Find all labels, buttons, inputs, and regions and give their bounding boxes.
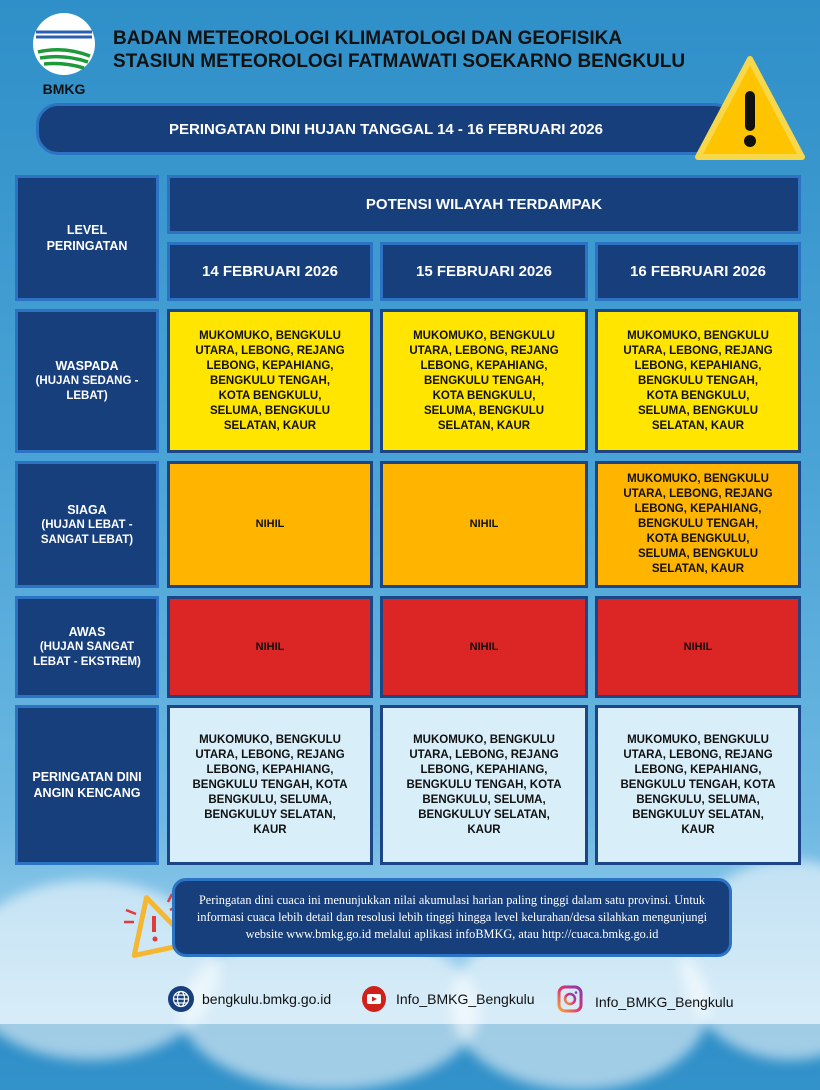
- level-label: [15, 461, 159, 588]
- youtube-icon: [362, 986, 386, 1012]
- disclaimer-text: Peringatan dini cuaca ini menunjukkan nilai akumulasi harian paling tinggi dalam satu provinsi. Untuk informasi cuaca lebih detail dan resolusi lebih tinggi hingga level kelurahan/desa silahkan mengunjungi website www.bmkg.go.id melalui aplikasi infoBMKG, atau http://cuaca.bmkg.go.id: [196, 893, 708, 941]
- area-cell: MUKOMUKO, BENGKULU UTARA, LEBONG, REJANG LEBONG, KEPAHIANG, BENGKULU TENGAH, KOTA BENGKULU, SELUMA, BENGKULU SELATAN, KAUR: [380, 309, 588, 453]
- website-link[interactable]: bengkulu.bmkg.go.id: [168, 986, 331, 1012]
- area-cell: MUKOMUKO, BENGKULU UTARA, LEBONG, REJANG LEBONG, KEPAHIANG, BENGKULU TENGAH, KOTA BENGKULU, SELUMA, BENGKULU SELATAN, KAUR: [595, 461, 801, 588]
- date-header: 15 FEBRUARI 2026: [380, 242, 588, 301]
- date-header: 16 FEBRUARI 2026: [595, 242, 801, 301]
- level-label: [15, 705, 159, 865]
- instagram-link[interactable]: Info_BMKG_Bengkulu: [557, 985, 734, 1018]
- globe-icon: [168, 986, 194, 1012]
- area-cell: NIHIL: [167, 461, 373, 588]
- level-description: (HUJAN LEBAT - SANGAT LEBAT): [40, 518, 134, 546]
- area-cell: MUKOMUKO, BENGKULU UTARA, LEBONG, REJANG LEBONG, KEPAHIANG, BENGKULU TENGAH, KOTA BENGKULU, SELUMA, BENGKULU SELATAN, KAUR: [595, 309, 801, 453]
- agency-name: BADAN METEOROLOGI KLIMATOLOGI DAN GEOFISIKA: [113, 28, 623, 49]
- area-header: POTENSI WILAYAH TERDAMPAK: [167, 175, 801, 234]
- area-cell: NIHIL: [380, 596, 588, 698]
- level-label: [15, 309, 159, 453]
- instagram-icon: [557, 985, 583, 1018]
- level-description: (HUJAN SEDANG - LEBAT): [35, 375, 139, 402]
- area-cell: NIHIL: [595, 596, 801, 698]
- level-description: (HUJAN SANGAT LEBAT - EKSTREM): [33, 641, 141, 668]
- area-cell: NIHIL: [167, 596, 373, 698]
- banner-title: PERINGATAN DINI HUJAN TANGGAL 14 - 16 FEBRUARI 2026: [169, 120, 603, 138]
- level-label: [15, 596, 159, 698]
- area-cell: MUKOMUKO, BENGKULU UTARA, LEBONG, REJANG LEBONG, KEPAHIANG, BENGKULU TENGAH, KOTA BENGKULU, SELUMA, BENGKULUY SELATAN, KAUR: [595, 705, 801, 865]
- disclaimer-box: [172, 878, 732, 957]
- date-header: 14 FEBRUARI 2026: [167, 242, 373, 301]
- area-cell: MUKOMUKO, BENGKULU UTARA, LEBONG, REJANG LEBONG, KEPAHIANG, BENGKULU TENGAH, KOTA BENGKULU, SELUMA, BENGKULUY SELATAN, KAUR: [167, 705, 373, 865]
- level-name: SIAGA: [67, 502, 107, 517]
- title-banner: [36, 103, 736, 155]
- youtube-link[interactable]: Info_BMKG_Bengkulu: [362, 986, 535, 1012]
- level-name: WASPADA: [55, 359, 119, 373]
- level-name: PERINGATAN DINI ANGIN KENCANG: [32, 770, 142, 800]
- station-name: STASIUN METEOROLOGI FATMAWATI SOEKARNO BENGKULU: [113, 51, 686, 72]
- level-header: LEVEL PERINGATAN: [15, 175, 159, 301]
- bmkg-logo: BMKG: [32, 12, 96, 90]
- area-cell: NIHIL: [380, 461, 588, 588]
- warning-icon: [694, 55, 806, 168]
- level-name: AWAS: [68, 625, 106, 639]
- area-cell: MUKOMUKO, BENGKULU UTARA, LEBONG, REJANG LEBONG, KEPAHIANG, BENGKULU TENGAH, KOTA BENGKULU, SELUMA, BENGKULUY SELATAN, KAUR: [380, 705, 588, 865]
- area-cell: MUKOMUKO, BENGKULU UTARA, LEBONG, REJANG LEBONG, KEPAHIANG, BENGKULU TENGAH, KOTA BENGKULU, SELUMA, BENGKULU SELATAN, KAUR: [167, 309, 373, 453]
